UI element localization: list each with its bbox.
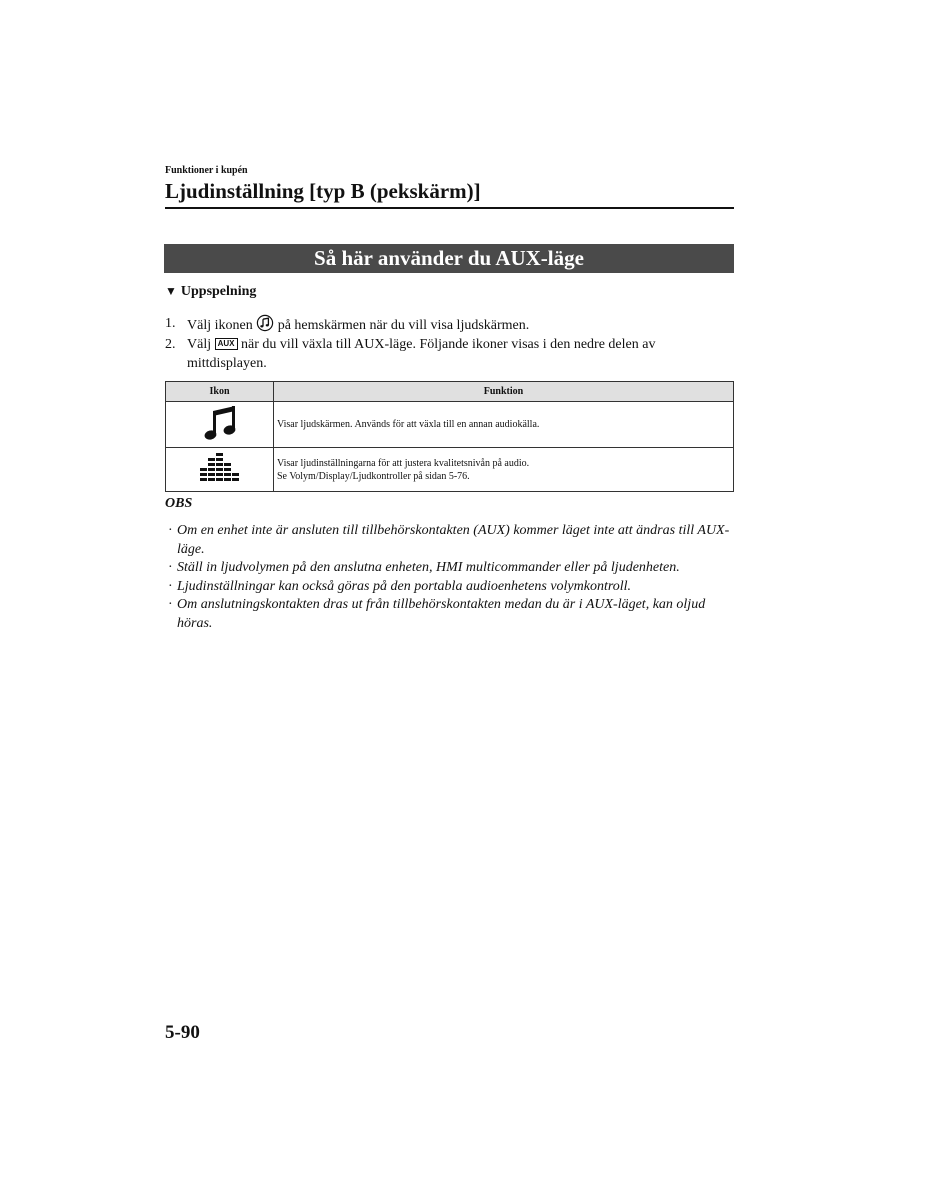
bullet: · xyxy=(168,578,173,594)
list-item xyxy=(165,596,735,633)
triangle-down-icon: ▼ xyxy=(165,284,177,298)
music-note-icon xyxy=(203,434,237,445)
function-line: Se Volym/Display/Ljudkontroller på sidan 5-76. xyxy=(277,470,470,482)
notes-list xyxy=(165,522,735,633)
bullet: · xyxy=(168,560,173,575)
notes-title: OBS xyxy=(165,496,193,511)
step-text-before: Välj xyxy=(187,337,212,352)
aux-button-icon: AUX xyxy=(215,338,238,350)
bullet: · xyxy=(168,523,173,538)
page-number: 5-90 xyxy=(165,1022,200,1043)
note-text: Om anslutningskontakten dras ut från tillbehörskontakten medan du är i AUX-läget, kan oljud höras. xyxy=(177,597,706,631)
table-cell-function xyxy=(274,402,734,448)
instruction-steps xyxy=(165,314,735,373)
subsection-heading xyxy=(165,284,256,300)
icon-table xyxy=(165,381,734,492)
table-header-row xyxy=(166,382,734,402)
function-line: Visar ljudinställningarna för att justera kvalitetsnivån på audio. xyxy=(277,457,530,469)
step-number: 1. xyxy=(165,316,176,331)
table-cell-icon xyxy=(166,402,274,448)
section-banner: Så här använder du AUX-läge xyxy=(164,244,734,273)
step-text-before: Välj ikonen xyxy=(187,318,253,333)
step-1 xyxy=(165,314,735,335)
function-line: Visar ljudskärmen. Används för att växla till en annan audiokälla. xyxy=(277,419,540,430)
music-note-circle-icon xyxy=(256,314,274,332)
table-header-icon: Ikon xyxy=(166,382,274,402)
table-row xyxy=(166,402,734,448)
table-row xyxy=(166,448,734,492)
note-text: Ljudinställningar kan också göras på den portabla audioenhetens volymkontroll. xyxy=(177,578,632,594)
list-item xyxy=(165,559,735,578)
step-text-after: när du vill växla till AUX-läge. Följande ikoner visas i den nedre delen av mittdisplayen. xyxy=(187,337,656,371)
table-header-function: Funktion xyxy=(274,382,734,402)
table-cell-icon xyxy=(166,448,274,492)
list-item xyxy=(165,522,735,559)
subsection-heading-text: Uppspelning xyxy=(180,284,257,299)
step-text-after: på hemskärmen när du vill visa ljudskärmen. xyxy=(277,318,530,333)
section-label: Funktioner i kupén xyxy=(165,165,248,176)
table-cell-function xyxy=(274,448,734,492)
equalizer-icon xyxy=(200,476,240,487)
list-item xyxy=(165,578,735,597)
step-2 xyxy=(165,335,735,373)
step-number: 2. xyxy=(165,337,176,352)
page-title: Ljudinställning [typ B (pekskärm)] xyxy=(165,179,481,203)
bullet: · xyxy=(168,597,173,612)
note-text: Ställ in ljudvolymen på den anslutna enheten, HMI multicommander eller på ljudenheten. xyxy=(177,560,680,575)
title-divider xyxy=(165,207,734,209)
note-text: Om en enhet inte är ansluten till tillbehörskontakten (AUX) kommer läget inte att ändras till AUX-läge. xyxy=(177,523,730,557)
